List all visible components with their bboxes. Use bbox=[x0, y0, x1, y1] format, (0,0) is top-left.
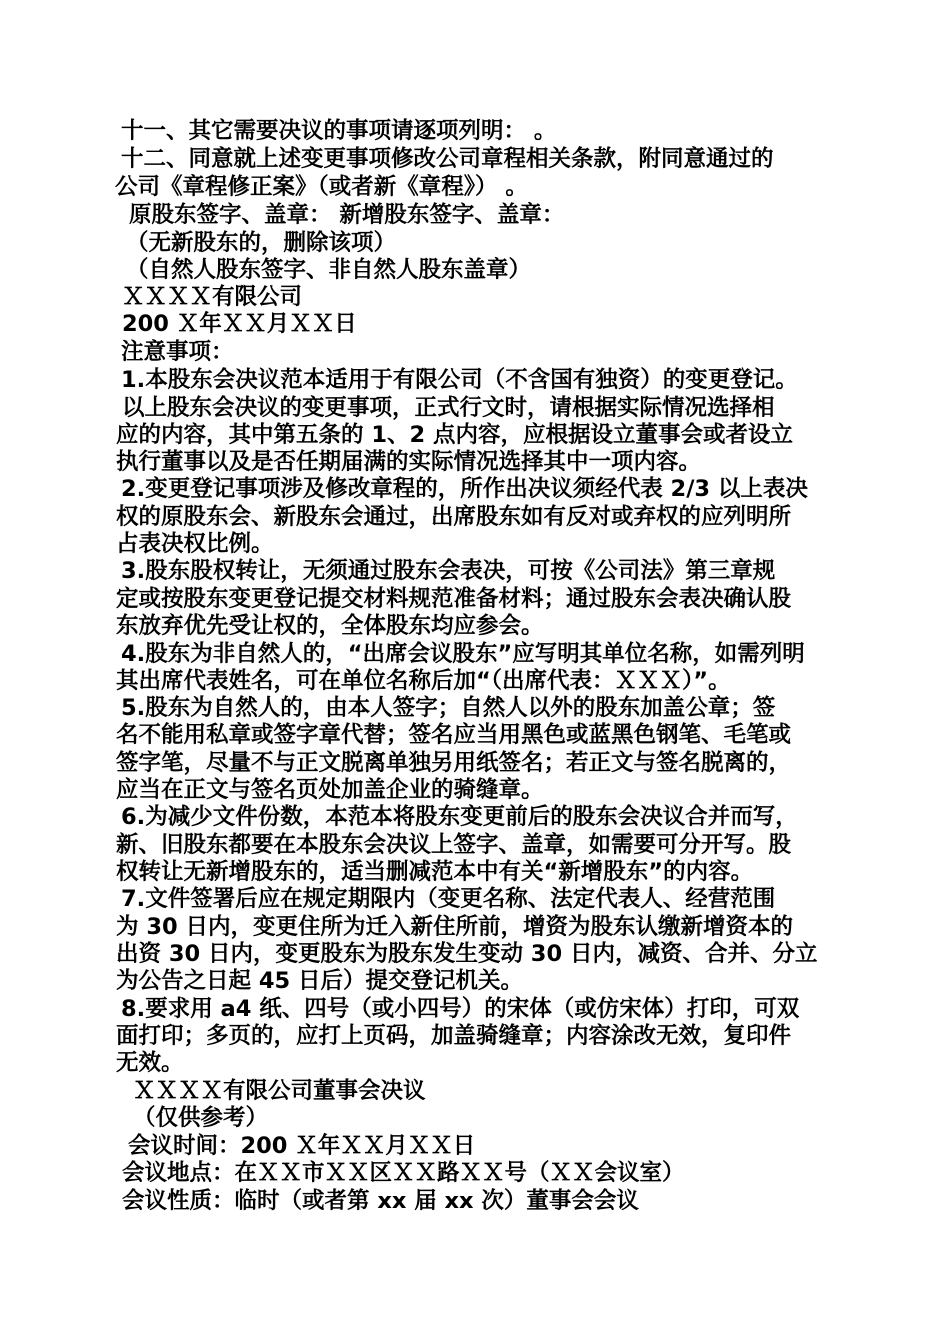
text-line: 1.本股东会决议范本适用于有限公司（不含国有独资）的变更登记。 bbox=[121, 367, 798, 393]
board-resolution-title: ＸＸＸＸ有限公司董事会决议 bbox=[133, 1078, 426, 1104]
text-line: （自然人股东签字、非自然人股东盖章） bbox=[126, 257, 532, 283]
text-line: （无新股东的，删除该项） bbox=[126, 230, 397, 256]
text-line: 出资 30 日内，变更股东为股东发生变动 30 日内，减资、合并、分立 bbox=[116, 941, 818, 967]
text-line: 其出席代表姓名，可在单位名称后加“（出席代表：ＸＸＸ）”。 bbox=[116, 668, 731, 694]
text-line: 6.为减少文件份数，本范本将股东变更前后的股东会决议合并而写， bbox=[121, 804, 798, 830]
text-line: 定或按股东变更登记提交材料规范准备材料；通过股东会表决确认股 bbox=[116, 586, 792, 612]
text-line: （仅供参考） bbox=[133, 1105, 269, 1131]
text-line: 应当在正文与签名页处加盖企业的骑缝章。 bbox=[116, 777, 544, 803]
text-line: 权转让无新增股东的，适当删减范本中有关“新增股东”的内容。 bbox=[116, 859, 754, 885]
meeting-location: 会议地点：在ＸＸ市ＸＸ区ＸＸ路ＸＸ号（ＸＸ会议室） bbox=[122, 1160, 685, 1186]
text-line: 3.股东股权转让，无须通过股东会表决，可按《公司法》第三章规 bbox=[121, 558, 776, 584]
meeting-time: 会议时间：200 Ｘ年ＸＸ月ＸＸ日 bbox=[128, 1133, 476, 1159]
text-line: 面打印；多页的，应打上页码，加盖骑缝章；内容涂改无效，复印件 bbox=[116, 1023, 792, 1049]
text-line: 为公告之日起 45 日后）提交登记机关。 bbox=[116, 968, 523, 994]
text-line: 十一、其它需要决议的事项请逐项列明： 。 bbox=[121, 118, 557, 144]
text-line: 原股东签字、盖章： 新增股东签字、盖章： bbox=[129, 202, 565, 228]
text-line: 执行董事以及是否任期届满的实际情况选择其中一项内容。 bbox=[116, 449, 702, 475]
text-line: 以上股东会决议的变更事项，正式行文时，请根据实际情况选择相 bbox=[122, 395, 775, 421]
date-line: 200 Ｘ年ＸＸ月ＸＸ日 bbox=[122, 311, 357, 337]
text-line: 权的原股东会、新股东会通过，出席股东如有反对或弃权的应列明所 bbox=[116, 504, 792, 530]
text-line: 无效。 bbox=[116, 1050, 184, 1076]
text-line: 新、旧股东都要在本股东会决议上签字、盖章，如需要可分开写。股 bbox=[116, 832, 792, 858]
text-line: 为 30 日内，变更住所为迁入新住所前，增资为股东认缴新增资本的 bbox=[116, 914, 793, 940]
notes-heading: 注意事项： bbox=[121, 339, 234, 365]
text-line: 签字笔，尽量不与正文脱离单独另用纸签名；若正文与签名脱离的， bbox=[116, 750, 792, 776]
text-line: 占表决权比例。 bbox=[116, 531, 274, 557]
text-line: 十二、同意就上述变更事项修改公司章程相关条款，附同意通过的 bbox=[121, 146, 774, 172]
text-line: 8.要求用 a4 纸、四号（或小四号）的宋体（或仿宋体）打印，可双 bbox=[121, 996, 800, 1022]
text-line: 4.股东为非自然人的，“出席会议股东”应写明其单位名称，如需列明 bbox=[121, 641, 805, 667]
meeting-nature: 会议性质：临时（或者第 xx 届 xx 次）董事会会议 bbox=[122, 1188, 639, 1214]
company-name: ＸＸＸＸ有限公司 bbox=[122, 284, 303, 310]
text-line: 5.股东为自然人的，由本人签字；自然人以外的股东加盖公章；签 bbox=[121, 695, 776, 721]
text-line: 公司《章程修正案》（或者新《章程》） 。 bbox=[115, 174, 528, 200]
text-line: 应的内容，其中第五条的 1、2 点内容，应根据设立董事会或者设立 bbox=[116, 422, 793, 448]
text-line: 7.文件签署后应在规定期限内（变更名称、法定代表人、经营范围 bbox=[121, 886, 776, 912]
text-line: 2.变更登记事项涉及修改章程的，所作出决议须经代表 2/3 以上表决 bbox=[121, 476, 808, 502]
text-line: 名不能用私章或签字章代替；签名应当用黑色或蓝黑色钢笔、毛笔或 bbox=[116, 722, 792, 748]
text-line: 东放弃优先受让权的，全体股东均应参会。 bbox=[116, 613, 544, 639]
